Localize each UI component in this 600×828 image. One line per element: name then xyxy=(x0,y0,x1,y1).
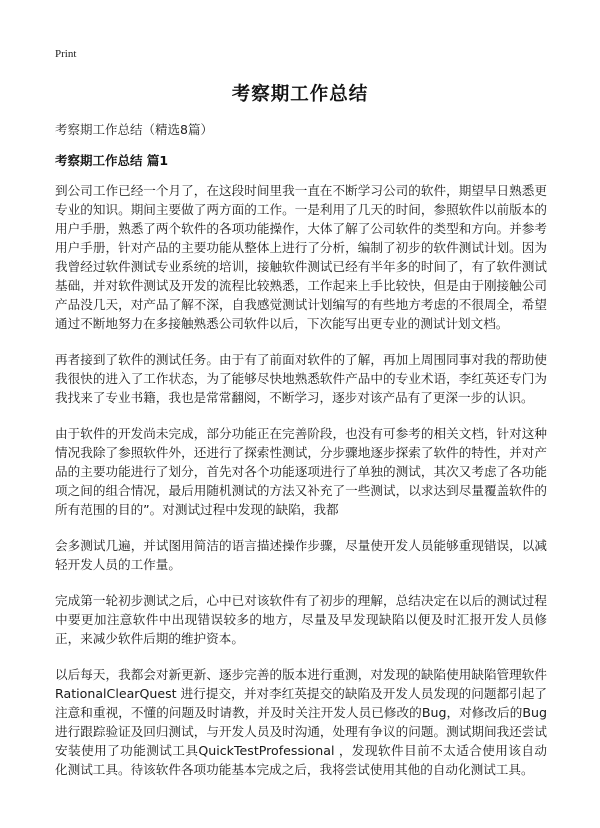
paragraph: 到公司工作已经一个月了，在这段时间里我一直在不断学习公司的软件，期望早日熟悉更专业的知识。期间主要做了两方面的工作。一是利用了几天的时间，参照软件以前版本的用户手册，熟悉了两个软件的各项功能操作，大体了解了公司软件的类型和方向。并参考用户手册，针对产品的主要功能从整体上进行了分析，编制了初步的软件测试计划。因为我曾经过软件测试专业系统的培训，接触软件测试已经有半年多的时间了，有了软件测试基础，并对软件测试及开发的流程比较熟悉，工作起来上手比较快，但是由于刚接触公司产品没几天，对产品了解不深，自我感觉测试计划编写的有些地方考虑的不很周全，希望通过不断地努力在多接触熟悉公司软件以后，下次能写出更专业的测试计划文档。 xyxy=(55,183,547,331)
paragraph: 以后每天，我都会对新更新、逐步完善的版本进行重测，对发现的缺陷使用缺陷管理软件RationalClearQuest 进行提交，并对李红英提交的缺陷及开发人员发现的问题都引起了注意和重视，不懂的问题及时请教，并及时关注开发人员已修改的Bug，对修改后的Bug进行跟踪验证及回归测试，与开发人员及时沟通，处理有争议的问题。测试期间我还尝试安装使用了功能测试工具QuickTestProfessional ，发现软件目前不太适合使用该自动化测试工具。待该软件各项功能基本完成之后，我将尝试使用其他的自动化测试工具。 xyxy=(55,667,547,777)
paragraph: 由于软件的开发尚未完成，部分功能正在完善阶段，也没有可参考的相关文档，针对这种情况我除了参照软件外，还进行了探索性测试，分步骤地逐步探索了软件的特性，并对产品的主要功能进行了划分，首先对各个功能逐项进行了单独的测试，其次又考虑了各功能项之间的组合情况，最后用随机测试的方法又补充了一些测试，以求达到尽量覆盖软件的所有范围的目的”。对测试过程中发现的缺陷，我都 xyxy=(55,426,547,517)
paragraph: 完成第一轮初步测试之后，心中已对该软件有了初步的理解，总结决定在以后的测试过程中要更加注意软件中出现错误较多的地方，尽量及早发现缺陷以便及时汇报开发人员修正，来减少软件后期的维护资本。 xyxy=(55,593,547,646)
paragraph: 再者接到了软件的测试任务。由于有了前面对软件的了解，再加上周围同事对我的帮助使我很快的进入了工作状态，为了能够尽快地熟悉软件产品中的专业术语，李红英还专门为我找来了专业书籍，我也是常常翻阅，不断学习，逐步对该产品有了更深一步的认识。 xyxy=(55,352,547,405)
page-title: 考察期工作总结 xyxy=(231,84,369,105)
print-link[interactable]: Print xyxy=(55,48,77,60)
section-heading: 考察期工作总结 篇1 xyxy=(55,153,169,168)
document-subtitle: 考察期工作总结（精选8篇） xyxy=(55,122,213,137)
paragraph: 会多测试几遍，并试图用简洁的语言描述操作步骤，尽量使开发人员能够重现错误，以减轻开发人员的工作量。 xyxy=(55,538,547,572)
article-body xyxy=(55,181,547,796)
